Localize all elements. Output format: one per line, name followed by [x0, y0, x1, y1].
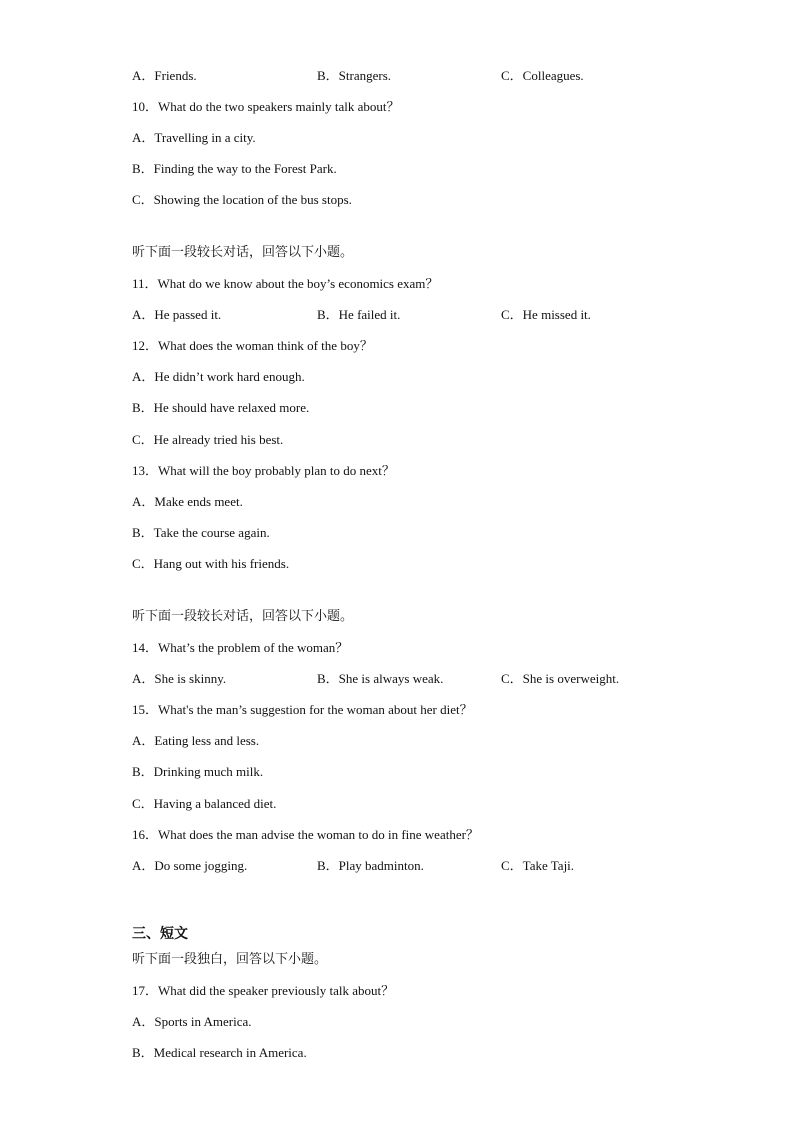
dialogue-intro-1: 听下面一段较长对话，回答以下小题。 — [132, 245, 354, 260]
q12-option-b: B．He should have relaxed more. — [132, 400, 310, 415]
q10-option-b: B．Finding the way to the Forest Park. — [132, 161, 337, 176]
q16-option-b: B．Play badminton. — [317, 858, 424, 873]
q14-option-a: A．She is skinny. — [132, 671, 227, 686]
q13-option-a: A．Make ends meet. — [132, 494, 243, 509]
q15-question: 15．What's the man’s suggestion for the woman about her diet？ — [132, 702, 473, 717]
q12-option-a: A．He didn’t work hard enough. — [132, 369, 305, 384]
q10-question: 10．What do the two speakers mainly talk about？ — [132, 99, 400, 114]
q15-option-c: C．Having a balanced diet. — [132, 796, 277, 811]
dialogue-intro-2: 听下面一段较长对话，回答以下小题。 — [132, 609, 354, 624]
q11-option-b: B．He failed it. — [317, 307, 401, 322]
q10-option-a: A．Travelling in a city. — [132, 130, 256, 145]
q15-option-b: B．Drinking much milk. — [132, 764, 264, 779]
q9-option-b: B．Strangers. — [317, 68, 392, 83]
q12-question: 12．What does the woman think of the boy？ — [132, 338, 373, 353]
q17-question: 17．What did the speaker previously talk about？ — [132, 983, 395, 998]
q11-option-a: A．He passed it. — [132, 307, 222, 322]
q17-option-a: A．Sports in America. — [132, 1014, 252, 1029]
q14-option-b: B．She is always weak. — [317, 671, 444, 686]
q12-option-c: C．He already tried his best. — [132, 432, 284, 447]
q9-option-a: A．Friends. — [132, 68, 197, 83]
monologue-intro: 听下面一段独白，回答以下小题。 — [132, 952, 328, 967]
q17-option-b: B．Medical research in America. — [132, 1045, 307, 1060]
q13-option-c: C．Hang out with his friends. — [132, 556, 290, 571]
q11-question: 11．What do we know about the boy’s economics exam？ — [132, 276, 439, 291]
q14-question: 14．What’s the problem of the woman？ — [132, 640, 349, 655]
q11-option-c: C．He missed it. — [501, 307, 591, 322]
q16-option-a: A．Do some jogging. — [132, 858, 248, 873]
q9-option-c: C．Colleagues. — [501, 68, 584, 83]
q13-question: 13．What will the boy probably plan to do next？ — [132, 463, 395, 478]
q10-option-c: C．Showing the location of the bus stops. — [132, 192, 352, 207]
q16-option-c: C．Take Taji. — [501, 858, 575, 873]
q16-question: 16．What does the man advise the woman to do in fine weather？ — [132, 827, 479, 842]
q15-option-a: A．Eating less and less. — [132, 733, 260, 748]
q13-option-b: B．Take the course again. — [132, 525, 270, 540]
section-3-title: 三、短文 — [132, 926, 188, 942]
q14-option-c: C．She is overweight. — [501, 671, 620, 686]
